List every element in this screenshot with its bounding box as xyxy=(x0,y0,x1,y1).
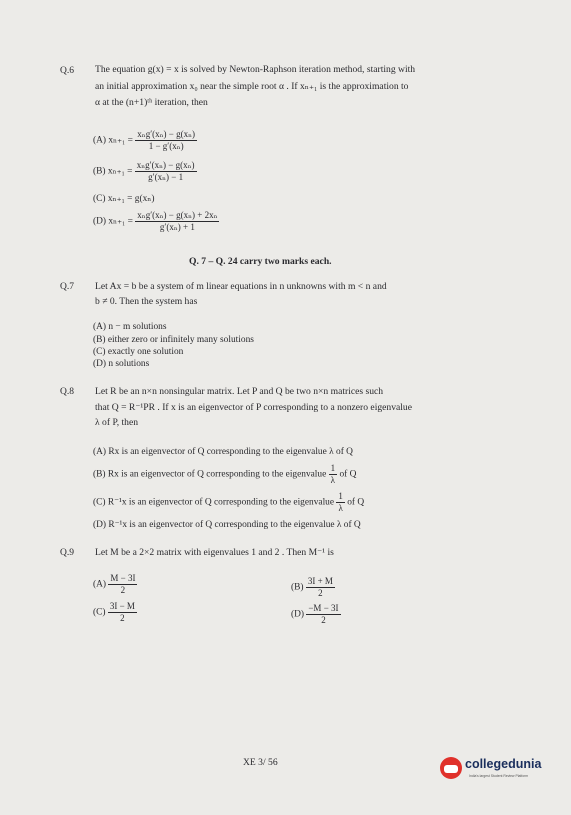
option-b: (B) either zero or infinitely many solutions xyxy=(93,335,254,345)
fraction: $\frac{\text{xₙg′(xₙ) − g(xₙ)}}{\text{g′(xₙ) − 1}}$ xyxy=(136,160,195,182)
fraction: $\frac{3I + M}{2}$ xyxy=(307,576,333,598)
option-a: (A) Rx is an eigenvector of Q corresponding to the eigenvalue λ of Q xyxy=(93,447,353,457)
fraction: $\frac{\text{xₙg′(xₙ) − g(xₙ) + 2xₙ}}{\text{g′(xₙ) + 1}}$ xyxy=(137,210,218,232)
option-d: (D) R⁻¹x is an eigenvector of Q corresponding to the eigenvalue λ of Q xyxy=(93,520,361,530)
question-number: Q.7 xyxy=(60,282,74,292)
fraction: $\frac{1}{\lambda}$ xyxy=(330,463,336,485)
question-stem-line: α at the (n+1)ᵗʰ iteration, then xyxy=(95,97,208,108)
option-b: (B) Rx is an eigenvector of Q corresponding to the eigenvalue $\frac{1}{\lambda}$ of Q xyxy=(93,463,357,485)
logo-tagline: India's largest Student Review Platform xyxy=(469,774,529,778)
question-number: Q.6 xyxy=(60,66,74,76)
question-stem-line: The equation g(x) = x is solved by Newton-Raphson iteration method, starting with xyxy=(95,64,416,75)
option-b: (B) xₙ₊₁ = $\frac{\text{xₙg′(xₙ) − g(xₙ)}}{\text{g′(xₙ) − 1}}$ xyxy=(93,160,195,182)
fraction: $\frac{-M - 3I}{2}$ xyxy=(308,603,339,625)
question-stem-line: Let R be an n×n nonsingular matrix. Let P and Q be two n×n matrices such xyxy=(95,386,384,397)
option-c: (C) R⁻¹x is an eigenvector of Q corresponding to the eigenvalue $\frac{1}{\lambda}$ of Q xyxy=(93,491,365,513)
option-c: (C) xₙ₊₁ = g(xₙ) xyxy=(93,194,155,204)
option-a: (A) xₙ₊₁ = $\frac{\text{xₙg′(xₙ) − g(xₙ)}}{\text{1 − g′(xₙ)}}$ xyxy=(93,129,196,151)
option-a: (A) $\frac{M - 3I}{2}$ xyxy=(93,573,136,595)
fraction: $\frac{M - 3I}{2}$ xyxy=(110,573,136,595)
option-d: (D) n solutions xyxy=(93,359,150,369)
question-stem-line: λ of P, then xyxy=(95,417,139,428)
section-heading: Q. 7 – Q. 24 carry two marks each. xyxy=(189,256,332,267)
question-stem-line: an initial approximation x₀ near the simple root α . If xₙ₊₁ is the approximation to xyxy=(95,81,409,92)
owl-icon xyxy=(440,757,462,779)
option-d: (D) $\frac{-M - 3I}{2}$ xyxy=(291,603,339,625)
question-stem-line: b ≠ 0. Then the system has xyxy=(95,296,198,307)
question-stem-line: Let Ax = b be a system of m linear equations in n unknowns with m < n and xyxy=(95,281,387,292)
question-number: Q.8 xyxy=(60,387,74,397)
option-c: (C) exactly one solution xyxy=(93,347,184,357)
option-b: (B) $\frac{3I + M}{2}$ xyxy=(291,576,333,598)
question-stem-line: Let M be a 2×2 matrix with eigenvalues 1 and 2 . Then M⁻¹ is xyxy=(95,547,334,558)
option-c: (C) $\frac{3I - M}{2}$ xyxy=(93,601,135,623)
question-stem-line: that Q = R⁻¹PR . If x is an eigenvector of P corresponding to a nonzero eigenvalue xyxy=(95,402,412,413)
option-d: (D) xₙ₊₁ = $\frac{\text{xₙg′(xₙ) − g(xₙ) + 2xₙ}}{\text{g′(xₙ) + 1}}$ xyxy=(93,210,218,232)
page-number: XE 3/ 56 xyxy=(243,757,278,768)
option-a: (A) n − m solutions xyxy=(93,322,167,332)
fraction: $\frac{3I - M}{2}$ xyxy=(109,601,135,623)
fraction: $\frac{1}{\lambda}$ xyxy=(338,491,343,513)
logo-brand: collegedunia xyxy=(465,757,542,771)
collegedunia-logo xyxy=(440,755,552,791)
fraction: $\frac{\text{xₙg′(xₙ) − g(xₙ)}}{\text{1 − g′(xₙ)}}$ xyxy=(137,129,196,151)
question-number: Q.9 xyxy=(60,548,74,558)
